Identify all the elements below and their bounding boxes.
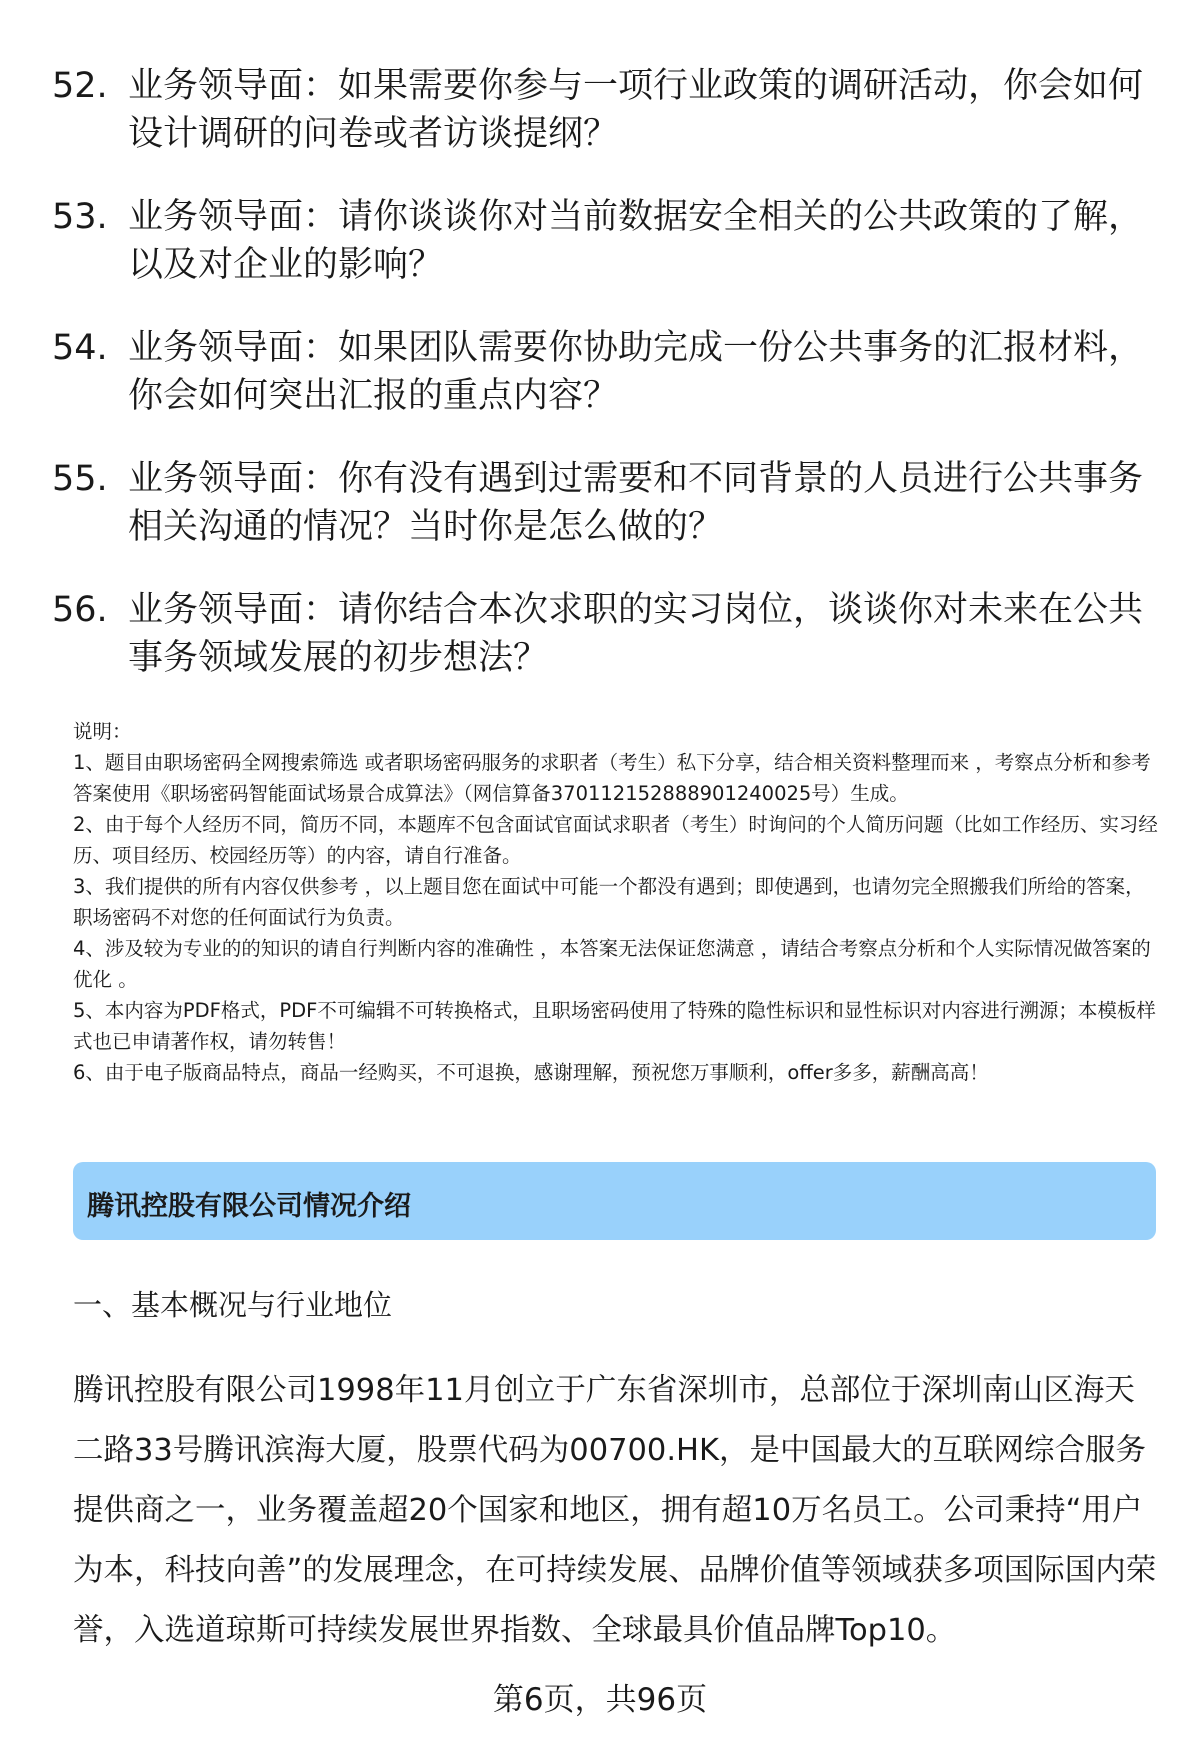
section-heading: 一、基本概况与行业地位 xyxy=(73,1288,393,1322)
note-item: 6、由于电子版商品特点，商品一经购买，不可退换，感谢理解，预祝您万事顺利，offer多多，薪酬高高！ xyxy=(73,1061,989,1084)
question-text: 业务领导面：如果团队需要你协助完成一份公共事务的汇报材料，你会如何突出汇报的重点内容？ xyxy=(128,328,1144,416)
question-number: 53. xyxy=(52,197,108,237)
notes-title: 说明： xyxy=(73,720,132,743)
question-text: 业务领导面：你有没有遇到过需要和不同背景的人员进行公共事务相关沟通的情况？当时你是怎么做的？ xyxy=(128,459,1144,547)
question-54 xyxy=(52,324,1162,420)
note-item: 3、我们提供的所有内容仅供参考 ，以上题目您在面试中可能一个都没有遇到；即使遇到，也请勿完全照搬我们所给的答案，职场密码不对您的任何面试行为负责。 xyxy=(73,875,1145,929)
banner-title: 腾讯控股有限公司情况介绍 xyxy=(87,1191,411,1222)
question-number: 55. xyxy=(52,459,108,499)
question-number: 54. xyxy=(52,328,108,368)
question-55 xyxy=(52,455,1162,551)
note-item: 4、涉及较为专业的的知识的请自行判断内容的准确性 ，本答案无法保证您满意 ，请结合考察点分析和个人实际情况做答案的优化 。 xyxy=(73,937,1151,991)
section-banner xyxy=(73,1162,1156,1240)
question-52 xyxy=(52,62,1162,158)
question-text: 业务领导面：请你结合本次求职的实习岗位，谈谈你对未来在公共事务领域发展的初步想法？ xyxy=(128,590,1144,678)
question-53 xyxy=(52,193,1162,289)
notes-section xyxy=(73,716,1163,1088)
note-item: 2、由于每个人经历不同，简历不同，本题库不包含面试官面试求职者（考生）时询问的个人简历问题（比如工作经历、实习经历、项目经历、校园经历等）的内容，请自行准备。 xyxy=(73,813,1158,867)
question-number: 56. xyxy=(52,590,108,630)
question-text: 业务领导面：请你谈谈你对当前数据安全相关的公共政策的了解，以及对企业的影响？ xyxy=(128,197,1144,285)
question-text: 业务领导面：如果需要你参与一项行业政策的调研活动，你会如何设计调研的问卷或者访谈提纲？ xyxy=(128,66,1144,154)
question-56 xyxy=(52,586,1162,682)
note-item: 5、本内容为PDF格式，PDF不可编辑不可转换格式，且职场密码使用了特殊的隐性标识和显性标识对内容进行溯源；本模板样式也已申请著作权，请勿转售！ xyxy=(73,999,1156,1053)
page-number: 第6页，共96页 xyxy=(492,1682,708,1718)
note-item: 1、题目由职场密码全网搜索筛选 或者职场密码服务的求职者（考生）私下分享，结合相关资料整理而来 ，考察点分析和参考答案使用《职场密码智能面试场景合成算法》（网信算备370112152888901240025号）生成。 xyxy=(73,751,1151,805)
company-paragraph: 腾讯控股有限公司1998年11月创立于广东省深圳市，总部位于深圳南山区海天二路33号腾讯滨海大厦，股票代码为00700.HK，是中国最大的互联网综合服务提供商之一，业务覆盖超20个国家和地区，拥有超10万名员工。公司秉持“用户为本，科技向善”的发展理念，在可持续发展、品牌价值等领域获多项国际国内荣誉，入选道琼斯可持续发展世界指数、全球最具价值品牌Top10。 xyxy=(73,1373,1157,1648)
question-number: 52. xyxy=(52,66,108,106)
